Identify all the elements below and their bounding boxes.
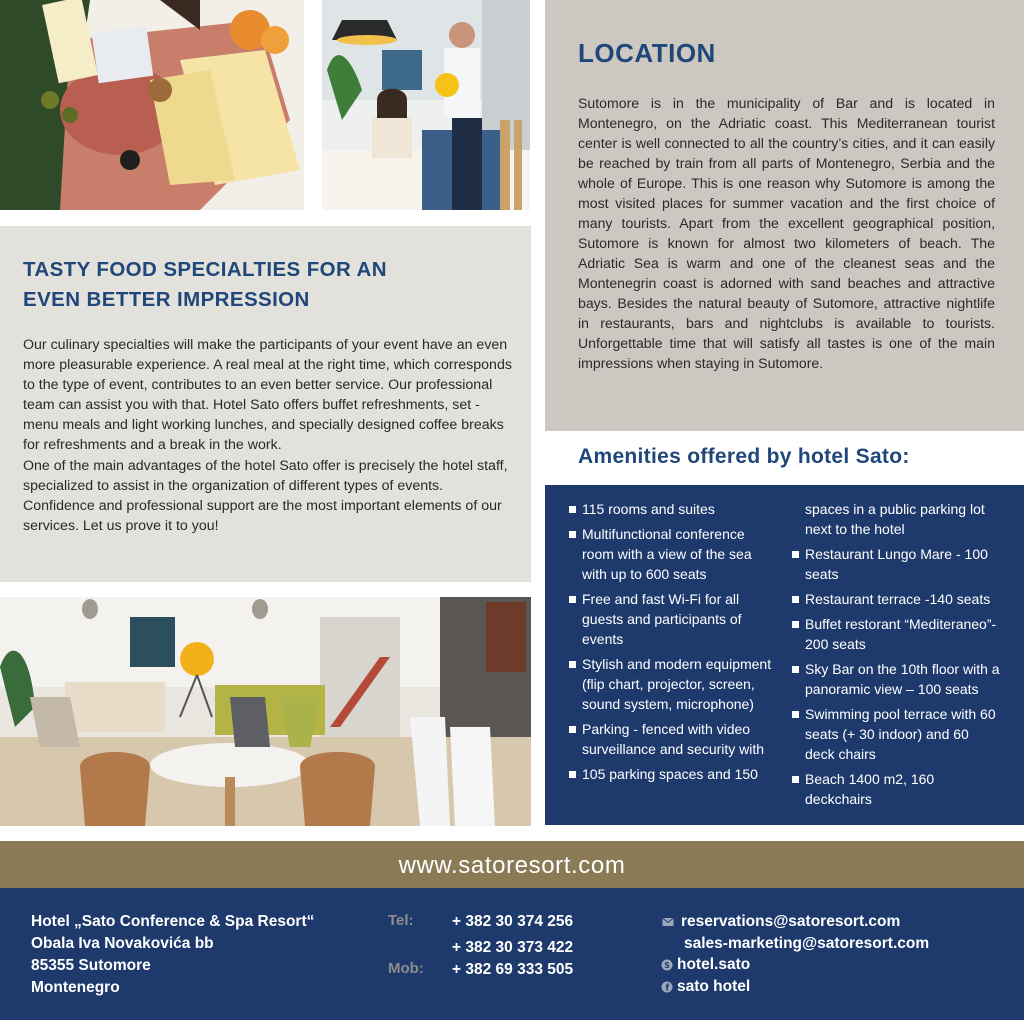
- list-item: Multifunctional conference room with a view of the sea with up to 600 seats: [569, 524, 779, 584]
- website-link[interactable]: www.satoresort.com: [398, 852, 626, 879]
- address-line-street: Obala Iva Novakovića bb: [31, 935, 214, 952]
- food-paragraph-1: Our culinary specialties will make the participants of your event have an even more pleasurable experience. A real meal at the right time, which corresponds to the type of event, contributes to an even better service. Our professional team can assist you with that. Hotel Sato offers buffet refreshments, set - menu meals and light working lunches, and specially designed coffee breaks for refreshments and a break in the work.: [23, 337, 512, 454]
- food-platter-photo: [0, 0, 304, 210]
- amenities-title: Amenities offered by hotel Sato:: [578, 445, 910, 468]
- address-line-hotel: Hotel „Sato Conference & Spa Resort“: [31, 913, 315, 930]
- svg-text:f: f: [665, 983, 670, 993]
- phone-number-1[interactable]: + 382 30 374 256: [452, 913, 574, 930]
- phone-number-2[interactable]: + 382 30 373 422: [452, 939, 574, 956]
- list-item: 105 parking spaces and 150: [569, 764, 779, 784]
- food-title-line-2: EVEN BETTER IMPRESSION: [23, 288, 310, 311]
- amenities-list-right: [792, 499, 1002, 814]
- mob-label: Mob:: [388, 960, 424, 977]
- tel-label: Tel:: [388, 912, 414, 929]
- food-paragraph-2: One of the main advantages of the hotel Sato offer is precisely the hotel staff, specialized to assist in the organization of different types of events. Confidence and professional support are the most important elements of our services. Let us prove it to you!: [23, 457, 508, 534]
- list-item: Parking - fenced with video surveillance and security with: [569, 719, 779, 759]
- list-item: 115 rooms and suites: [569, 499, 779, 519]
- facebook-handle[interactable]: sato hotel: [677, 978, 751, 995]
- list-item-continuation: spaces in a public parking lot next to the hotel: [805, 501, 985, 537]
- email-sales-marketing[interactable]: sales-marketing@satoresort.com: [684, 935, 930, 952]
- amenities-list-left: [569, 499, 779, 789]
- facebook-icon: [661, 981, 673, 993]
- hotel-lounge-photo: [0, 597, 531, 826]
- svg-text:S: S: [664, 961, 670, 970]
- skype-icon: [661, 959, 673, 971]
- envelope-icon: [662, 916, 674, 928]
- food-title-line-1: TASTY FOOD SPECIALTIES FOR AN: [23, 258, 387, 281]
- list-item: Free and fast Wi-Fi for all guests and participants of events: [569, 589, 779, 649]
- mobile-number[interactable]: + 382 69 333 505: [452, 961, 574, 978]
- food-specialties-text: [23, 335, 515, 536]
- list-item: Restaurant Lungo Mare - 100 seats: [792, 544, 1002, 584]
- food-specialties-title: [23, 255, 443, 315]
- location-text: Sutomore is in the municipality of Bar and is located in Montenegro, on the Adriatic coast. This Mediterranean tourist center is well connected to all the country’s cities, and it can easily be reached by train from all parts of Montenegro, Serbia and the whole of Europe. This is one reason why Sutomore is among the most visited places for summer vacation and the first choice of many tourists. Apart from the excellent geographical position, Sutomore is known for almost two kilometers of beach. The Adriatic Sea is warm and one of the cleanest seas and the Montenegrin coast is adorned with sand beaches and attractive bays. Besides the natural beauty of Sutomore, attractive nightlife in restaurants, bars and nightclubs is available to tourists. Unforgettable time that will satisfy all tastes is one of the main impressions when staying in Sutomore.: [578, 95, 995, 371]
- address-line-city: 85355 Sutomore: [31, 957, 151, 974]
- location-title: LOCATION: [578, 38, 716, 68]
- skype-handle[interactable]: hotel.sato: [677, 956, 751, 973]
- list-item: Restaurant terrace -140 seats: [792, 589, 1002, 609]
- list-item: Sky Bar on the 10th floor with a panoramic view – 100 seats: [792, 659, 1002, 699]
- list-item: Buffet restorant “Mediteraneo”- 200 seats: [792, 614, 1002, 654]
- email-reservations[interactable]: reservations@satoresort.com: [681, 913, 901, 930]
- restaurant-waiter-photo: [322, 0, 530, 210]
- list-item: Beach 1400 m2, 160 deckchairs: [792, 769, 1002, 809]
- list-item: Stylish and modern equipment (flip chart, projector, screen, sound system, microphone): [569, 654, 779, 714]
- list-item: Swimming pool terrace with 60 seats (+ 30 indoor) and 60 deck chairs: [792, 704, 1002, 764]
- address-line-country: Montenegro: [31, 979, 120, 996]
